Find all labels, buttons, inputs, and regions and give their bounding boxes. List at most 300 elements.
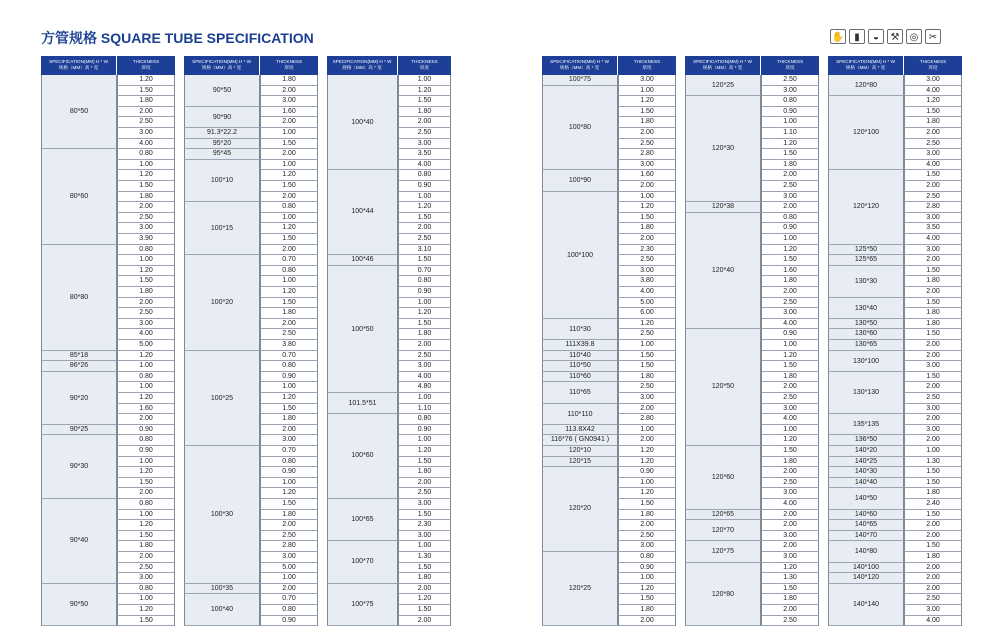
thickness-cell: 2.30 xyxy=(398,520,451,531)
thickness-cell: 4.00 xyxy=(398,372,451,383)
thickness-cell: 1.50 xyxy=(398,255,451,266)
thickness-cell: 1.20 xyxy=(260,488,318,499)
thickness-cell: 1.00 xyxy=(398,75,451,86)
thickness-cell: 2.00 xyxy=(904,414,962,425)
thickness-cell: 2.50 xyxy=(260,531,318,542)
thickness-cell: 1.50 xyxy=(398,457,451,468)
scissors-icon: ✂ xyxy=(925,29,941,44)
thickness-cell: 1.50 xyxy=(398,563,451,574)
spec-cell: 120*30 xyxy=(685,96,761,202)
thickness-cell: 1.60 xyxy=(260,107,318,118)
thickness-cell: 1.20 xyxy=(260,170,318,181)
thickness-cell: 1.20 xyxy=(117,75,175,86)
thickness-cell: 1.50 xyxy=(260,298,318,309)
spec-cell: 100*25 xyxy=(184,351,260,446)
thickness-cell: 2.00 xyxy=(398,117,451,128)
thickness-cell: 3.00 xyxy=(904,605,962,616)
thickness-cell: 2.00 xyxy=(761,510,819,521)
thickness-header-cn: 厚度 xyxy=(284,64,294,70)
thickness-cell: 3.00 xyxy=(260,552,318,563)
spec-cell: 90*50 xyxy=(41,584,117,626)
thickness-cell: 0.90 xyxy=(260,616,318,627)
thickness-cell: 6.00 xyxy=(618,308,676,319)
thickness-cell: 1.00 xyxy=(618,573,676,584)
thickness-cell: 0.90 xyxy=(398,425,451,436)
thickness-cell: 1.80 xyxy=(260,414,318,425)
thickness-cell: 2.80 xyxy=(904,202,962,213)
spec-cell: 140*65 xyxy=(828,520,904,531)
thickness-cell: 1.20 xyxy=(618,488,676,499)
thickness-cell: 1.00 xyxy=(398,393,451,404)
spec-cell: 130*40 xyxy=(828,298,904,319)
thickness-cell: 1.00 xyxy=(117,361,175,372)
thickness-cell: 0.80 xyxy=(260,361,318,372)
spec-cell: 120*75 xyxy=(685,541,761,562)
thickness-cell: 2.50 xyxy=(398,351,451,362)
thickness-cell: 3.00 xyxy=(117,573,175,584)
thickness-cell: 0.80 xyxy=(761,96,819,107)
thickness-cell: 1.80 xyxy=(761,594,819,605)
thickness-cell: 2.00 xyxy=(398,223,451,234)
thickness-cell: 5.00 xyxy=(260,563,318,574)
thickness-cell: 1.20 xyxy=(761,563,819,574)
thickness-header xyxy=(398,56,451,75)
thickness-cell: 1.50 xyxy=(260,181,318,192)
thickness-cell: 1.20 xyxy=(618,319,676,330)
thickness-cell: 1.50 xyxy=(761,255,819,266)
thickness-cell: 0.80 xyxy=(117,435,175,446)
thickness-cell: 1.50 xyxy=(618,499,676,510)
thickness-cell: 2.50 xyxy=(117,117,175,128)
thickness-cell: 3.00 xyxy=(398,139,451,150)
thickness-cell: 1.50 xyxy=(398,96,451,107)
thickness-cell: 1.50 xyxy=(761,446,819,457)
spec-cell: 140*80 xyxy=(828,541,904,562)
spec-cell: 120*20 xyxy=(542,467,618,552)
thickness-cell: 0.80 xyxy=(618,552,676,563)
thickness-cell: 2.00 xyxy=(117,202,175,213)
thickness-cell: 4.00 xyxy=(761,499,819,510)
thickness-cell: 0.90 xyxy=(618,563,676,574)
spec-header-cn: 规格（MM）高 * 宽 xyxy=(702,64,743,70)
thickness-cell: 1.80 xyxy=(117,287,175,298)
thickness-cell: 1.00 xyxy=(398,541,451,552)
spec-table-4 xyxy=(542,56,676,626)
spec-cell: 120*50 xyxy=(685,329,761,446)
thickness-cell: 1.80 xyxy=(618,372,676,383)
spec-cell: 110*30 xyxy=(542,319,618,340)
spec-header-cn: 规格（MM）高 * 宽 xyxy=(342,64,382,70)
thickness-cell: 1.80 xyxy=(618,117,676,128)
spec-header-en: SPECIFICATION(MM) H * W xyxy=(332,59,392,64)
thickness-cell: 1.50 xyxy=(398,319,451,330)
thickness-cell: 1.20 xyxy=(398,86,451,97)
spec-cell: 120*100 xyxy=(828,96,904,170)
thickness-cell: 2.00 xyxy=(398,340,451,351)
spec-cell: 113.8X42 xyxy=(542,425,618,436)
thickness-cell: 0.90 xyxy=(117,446,175,457)
thickness-cell: 3.00 xyxy=(398,499,451,510)
spec-table-2 xyxy=(184,56,318,626)
thickness-cell: 2.50 xyxy=(761,298,819,309)
thickness-cell: 1.00 xyxy=(260,128,318,139)
spec-cell: 130*60 xyxy=(828,329,904,340)
thickness-cell: 2.40 xyxy=(904,499,962,510)
thickness-cell: 1.50 xyxy=(761,584,819,595)
spec-cell: 120*60 xyxy=(685,446,761,510)
spec-cell: 86*26 xyxy=(41,361,117,372)
spec-cell: 130*50 xyxy=(828,319,904,330)
spec-table-5 xyxy=(685,56,819,626)
thickness-cell: 1.80 xyxy=(398,107,451,118)
thickness-cell: 1.50 xyxy=(618,351,676,362)
thickness-cell: 2.00 xyxy=(904,382,962,393)
thickness-cell: 1.00 xyxy=(761,234,819,245)
thickness-cell: 1.80 xyxy=(117,96,175,107)
thickness-cell: 2.00 xyxy=(904,255,962,266)
thickness-cell: 3.00 xyxy=(761,86,819,97)
thickness-cell: 3.00 xyxy=(398,361,451,372)
thickness-cell: 1.50 xyxy=(398,605,451,616)
thickness-cell: 3.00 xyxy=(761,531,819,542)
thickness-cell: 1.00 xyxy=(260,160,318,171)
thickness-cell: 1.10 xyxy=(761,128,819,139)
thickness-cell: 2.30 xyxy=(618,245,676,256)
thickness-cell: 1.50 xyxy=(904,170,962,181)
thickness-cell: 2.00 xyxy=(398,616,451,627)
thickness-cell: 1.80 xyxy=(260,308,318,319)
thickness-cell: 3.50 xyxy=(904,223,962,234)
thickness-cell: 1.00 xyxy=(618,192,676,203)
spec-cell: 85*18 xyxy=(41,351,117,362)
spec-header xyxy=(327,56,397,75)
thickness-cell: 4.00 xyxy=(618,287,676,298)
thickness-cell: 2.00 xyxy=(761,170,819,181)
spec-cell: 100*20 xyxy=(184,255,260,350)
thickness-cell: 2.00 xyxy=(618,181,676,192)
thickness-cell: 2.50 xyxy=(618,531,676,542)
thickness-cell: 0.80 xyxy=(398,170,451,181)
thickness-cell: 0.80 xyxy=(260,202,318,213)
spec-cell: 120*10 xyxy=(542,446,618,457)
spec-cell: 140*120 xyxy=(828,573,904,584)
thickness-cell: 1.20 xyxy=(761,139,819,150)
spec-cell: 111X39.8 xyxy=(542,340,618,351)
thickness-cell: 2.50 xyxy=(117,213,175,224)
thickness-header-en: THICKNESS xyxy=(411,59,438,64)
spec-cell: 140*50 xyxy=(828,488,904,509)
thickness-cell: 2.00 xyxy=(904,181,962,192)
spec-cell: 140*60 xyxy=(828,510,904,521)
thickness-cell: 2.50 xyxy=(761,393,819,404)
thickness-cell: 1.20 xyxy=(904,96,962,107)
thickness-cell: 1.50 xyxy=(260,234,318,245)
thickness-cell: 4.00 xyxy=(117,139,175,150)
thickness-cell: 2.00 xyxy=(904,531,962,542)
thickness-cell: 1.50 xyxy=(904,478,962,489)
thickness-cell: 1.60 xyxy=(618,170,676,181)
spec-cell: 100*30 xyxy=(184,446,260,584)
spec-cell: 110*60 xyxy=(542,372,618,383)
spec-cell: 120*15 xyxy=(542,457,618,468)
thickness-cell: 2.00 xyxy=(904,563,962,574)
thickness-cell: 1.50 xyxy=(117,616,175,627)
thickness-cell: 2.00 xyxy=(260,192,318,203)
thickness-cell: 1.00 xyxy=(260,478,318,489)
thickness-cell: 0.80 xyxy=(398,414,451,425)
thickness-cell: 2.00 xyxy=(904,340,962,351)
thickness-cell: 3.00 xyxy=(618,160,676,171)
thickness-cell: 1.00 xyxy=(398,192,451,203)
thickness-header xyxy=(117,56,175,75)
thickness-cell: 2.00 xyxy=(260,86,318,97)
thickness-cell: 2.00 xyxy=(761,520,819,531)
thickness-cell: 1.00 xyxy=(761,425,819,436)
spec-cell: 135*135 xyxy=(828,414,904,435)
thickness-cell: 3.00 xyxy=(761,488,819,499)
thickness-cell: 1.20 xyxy=(398,308,451,319)
spec-cell: 100*65 xyxy=(327,499,398,541)
thickness-cell: 1.00 xyxy=(260,573,318,584)
spec-header-en: SPECIFICATION(MM) H * W xyxy=(693,59,752,64)
spec-header-cn: 规格（MM）高 * 宽 xyxy=(201,64,242,70)
thickness-cell: 0.80 xyxy=(117,245,175,256)
spec-cell: 140*30 xyxy=(828,467,904,478)
thickness-cell: 1.80 xyxy=(761,160,819,171)
thickness-cell: 1.80 xyxy=(904,117,962,128)
spec-cell: 100*35 xyxy=(184,584,260,595)
spec-header xyxy=(542,56,617,75)
thickness-cell: 3.00 xyxy=(761,308,819,319)
spec-cell: 140*100 xyxy=(828,563,904,574)
thickness-cell: 1.80 xyxy=(398,573,451,584)
thickness-cell: 1.20 xyxy=(618,584,676,595)
thickness-cell: 2.00 xyxy=(761,202,819,213)
thickness-cell: 0.90 xyxy=(761,223,819,234)
thickness-cell: 2.00 xyxy=(117,552,175,563)
thickness-header xyxy=(761,56,819,75)
thickness-cell: 1.00 xyxy=(117,382,175,393)
thickness-cell: 2.00 xyxy=(260,319,318,330)
thickness-cell: 3.00 xyxy=(618,75,676,86)
thickness-cell: 1.50 xyxy=(117,276,175,287)
thickness-cell: 0.80 xyxy=(117,149,175,160)
thickness-cell: 0.90 xyxy=(398,287,451,298)
thickness-cell: 1.20 xyxy=(260,287,318,298)
thickness-cell: 2.00 xyxy=(260,520,318,531)
thickness-header-en: THICKNESS xyxy=(633,59,661,64)
spec-cell: 110*110 xyxy=(542,404,618,425)
thickness-cell: 0.80 xyxy=(260,266,318,277)
thickness-cell: 3.00 xyxy=(904,404,962,415)
thickness-cell: 3.00 xyxy=(618,393,676,404)
rings-icon: ◎ xyxy=(906,29,922,44)
thickness-cell: 2.50 xyxy=(761,75,819,86)
thickness-cell: 2.50 xyxy=(904,139,962,150)
thickness-header-en: THICKNESS xyxy=(776,59,804,64)
thickness-cell: 1.80 xyxy=(260,75,318,86)
spec-header-en: SPECIFICATION(MM) H * W xyxy=(550,59,609,64)
thickness-cell: 0.80 xyxy=(117,372,175,383)
thickness-cell: 1.00 xyxy=(618,340,676,351)
thickness-cell: 4.00 xyxy=(904,160,962,171)
spec-cell: 100*46 xyxy=(327,255,398,266)
thickness-cell: 3.80 xyxy=(618,276,676,287)
spec-cell: 140*40 xyxy=(828,478,904,489)
thickness-cell: 1.80 xyxy=(398,329,451,340)
bottle-icon: ▮ xyxy=(849,29,865,44)
thickness-cell: 1.20 xyxy=(117,170,175,181)
thickness-cell: 3.00 xyxy=(761,192,819,203)
thickness-header-cn: 厚度 xyxy=(141,64,151,70)
thickness-header-cn: 厚度 xyxy=(419,64,430,70)
thickness-cell: 2.00 xyxy=(761,541,819,552)
spec-header xyxy=(828,56,903,75)
thickness-cell: 4.00 xyxy=(904,234,962,245)
spec-table-1 xyxy=(41,56,175,626)
spec-header-en: SPECIFICATION(MM) H * W xyxy=(192,59,251,64)
thickness-cell: 2.00 xyxy=(904,351,962,362)
thickness-cell: 1.50 xyxy=(260,139,318,150)
spec-header xyxy=(184,56,259,75)
thickness-cell: 0.80 xyxy=(117,499,175,510)
thickness-cell: 2.00 xyxy=(260,149,318,160)
thickness-header xyxy=(260,56,318,75)
spec-cell: 110*40 xyxy=(542,351,618,362)
spec-cell: 100*44 xyxy=(327,170,398,255)
thickness-cell: 2.00 xyxy=(618,616,676,627)
thickness-cell: 0.80 xyxy=(260,457,318,468)
thickness-cell: 1.20 xyxy=(117,351,175,362)
thickness-cell: 1.20 xyxy=(117,520,175,531)
thickness-cell: 1.20 xyxy=(117,467,175,478)
thickness-header xyxy=(618,56,676,75)
thickness-cell: 2.00 xyxy=(904,287,962,298)
thickness-cell: 4.00 xyxy=(904,616,962,627)
thickness-cell: 3.00 xyxy=(618,541,676,552)
thickness-cell: 2.00 xyxy=(117,298,175,309)
thickness-cell: 2.50 xyxy=(761,478,819,489)
thickness-cell: 0.90 xyxy=(761,107,819,118)
thickness-cell: 1.00 xyxy=(260,213,318,224)
thickness-cell: 1.50 xyxy=(904,467,962,478)
thickness-cell: 2.00 xyxy=(398,478,451,489)
thickness-cell: 1.50 xyxy=(260,404,318,415)
spec-cell: 100*75 xyxy=(327,584,398,626)
spec-cell: 110*50 xyxy=(542,361,618,372)
thickness-cell: 1.80 xyxy=(260,510,318,521)
wrench-icon: ⚒ xyxy=(887,29,903,44)
thickness-cell: 1.00 xyxy=(398,298,451,309)
thickness-cell: 2.50 xyxy=(618,139,676,150)
thickness-cell: 3.00 xyxy=(761,404,819,415)
thickness-cell: 0.90 xyxy=(618,467,676,478)
spec-cell: 80*50 xyxy=(41,75,117,149)
thickness-cell: 1.50 xyxy=(260,499,318,510)
thickness-cell: 2.00 xyxy=(260,584,318,595)
thickness-header-en: THICKNESS xyxy=(275,59,303,64)
thickness-cell: 1.50 xyxy=(904,541,962,552)
thickness-cell: 3.00 xyxy=(904,245,962,256)
thickness-cell: 1.50 xyxy=(618,213,676,224)
spec-cell: 80*80 xyxy=(41,245,117,351)
thickness-cell: 2.50 xyxy=(904,192,962,203)
thickness-cell: 2.00 xyxy=(260,245,318,256)
thickness-cell: 1.30 xyxy=(904,457,962,468)
thickness-cell: 1.50 xyxy=(904,329,962,340)
thickness-cell: 4.00 xyxy=(761,414,819,425)
thickness-cell: 1.80 xyxy=(618,223,676,234)
spec-cell: 120*120 xyxy=(828,170,904,244)
thickness-cell: 0.70 xyxy=(260,446,318,457)
thickness-cell: 2.50 xyxy=(398,488,451,499)
spec-cell: 100*90 xyxy=(542,170,618,191)
thickness-cell: 2.50 xyxy=(904,594,962,605)
thickness-cell: 1.00 xyxy=(260,382,318,393)
spec-cell: 90*25 xyxy=(41,425,117,436)
icon-strip xyxy=(830,29,944,46)
thickness-cell: 0.70 xyxy=(398,266,451,277)
thickness-cell: 3.00 xyxy=(618,266,676,277)
thickness-cell: 2.50 xyxy=(117,308,175,319)
thickness-cell: 1.50 xyxy=(117,181,175,192)
thickness-cell: 1.20 xyxy=(618,446,676,457)
thickness-cell: 1.60 xyxy=(117,404,175,415)
thickness-cell: 1.00 xyxy=(117,255,175,266)
thickness-cell: 3.00 xyxy=(398,531,451,542)
thickness-cell: 1.50 xyxy=(761,149,819,160)
thickness-cell: 2.00 xyxy=(761,287,819,298)
thickness-cell: 1.50 xyxy=(904,372,962,383)
spec-cell: 120*25 xyxy=(542,552,618,626)
thickness-cell: 0.90 xyxy=(260,467,318,478)
thickness-header-cn: 厚度 xyxy=(642,64,652,70)
thickness-cell: 4.00 xyxy=(761,319,819,330)
thickness-cell: 2.00 xyxy=(904,128,962,139)
thickness-cell: 1.00 xyxy=(260,276,318,287)
thickness-cell: 0.90 xyxy=(761,329,819,340)
thickness-cell: 1.00 xyxy=(117,594,175,605)
thickness-cell: 1.00 xyxy=(761,340,819,351)
spec-cell: 100*10 xyxy=(184,160,260,202)
spec-cell: 90*90 xyxy=(184,107,260,128)
thickness-cell: 3.00 xyxy=(904,75,962,86)
spec-cell: 100*70 xyxy=(327,541,398,583)
thickness-cell: 0.70 xyxy=(260,594,318,605)
thickness-cell: 4.00 xyxy=(904,86,962,97)
thickness-cell: 2.00 xyxy=(618,128,676,139)
spec-cell: 100*75 xyxy=(542,75,618,86)
thickness-cell: 3.10 xyxy=(398,245,451,256)
thickness-cell: 2.50 xyxy=(260,329,318,340)
thickness-cell: 0.70 xyxy=(260,351,318,362)
thickness-cell: 1.00 xyxy=(618,478,676,489)
thickness-cell: 1.10 xyxy=(398,404,451,415)
thickness-cell: 0.90 xyxy=(398,181,451,192)
thickness-cell: 1.00 xyxy=(117,510,175,521)
spec-cell: 120*40 xyxy=(685,213,761,330)
spec-cell: 95*45 xyxy=(184,149,260,160)
thickness-cell: 1.00 xyxy=(618,425,676,436)
thickness-cell: 2.50 xyxy=(904,393,962,404)
thickness-cell: 1.80 xyxy=(618,510,676,521)
thickness-cell: 1.50 xyxy=(117,478,175,489)
spec-cell: 100*40 xyxy=(184,594,260,626)
thickness-cell: 3.80 xyxy=(260,340,318,351)
thickness-cell: 1.50 xyxy=(398,510,451,521)
thickness-cell: 1.80 xyxy=(904,319,962,330)
spec-cell: 100*40 xyxy=(327,75,398,170)
